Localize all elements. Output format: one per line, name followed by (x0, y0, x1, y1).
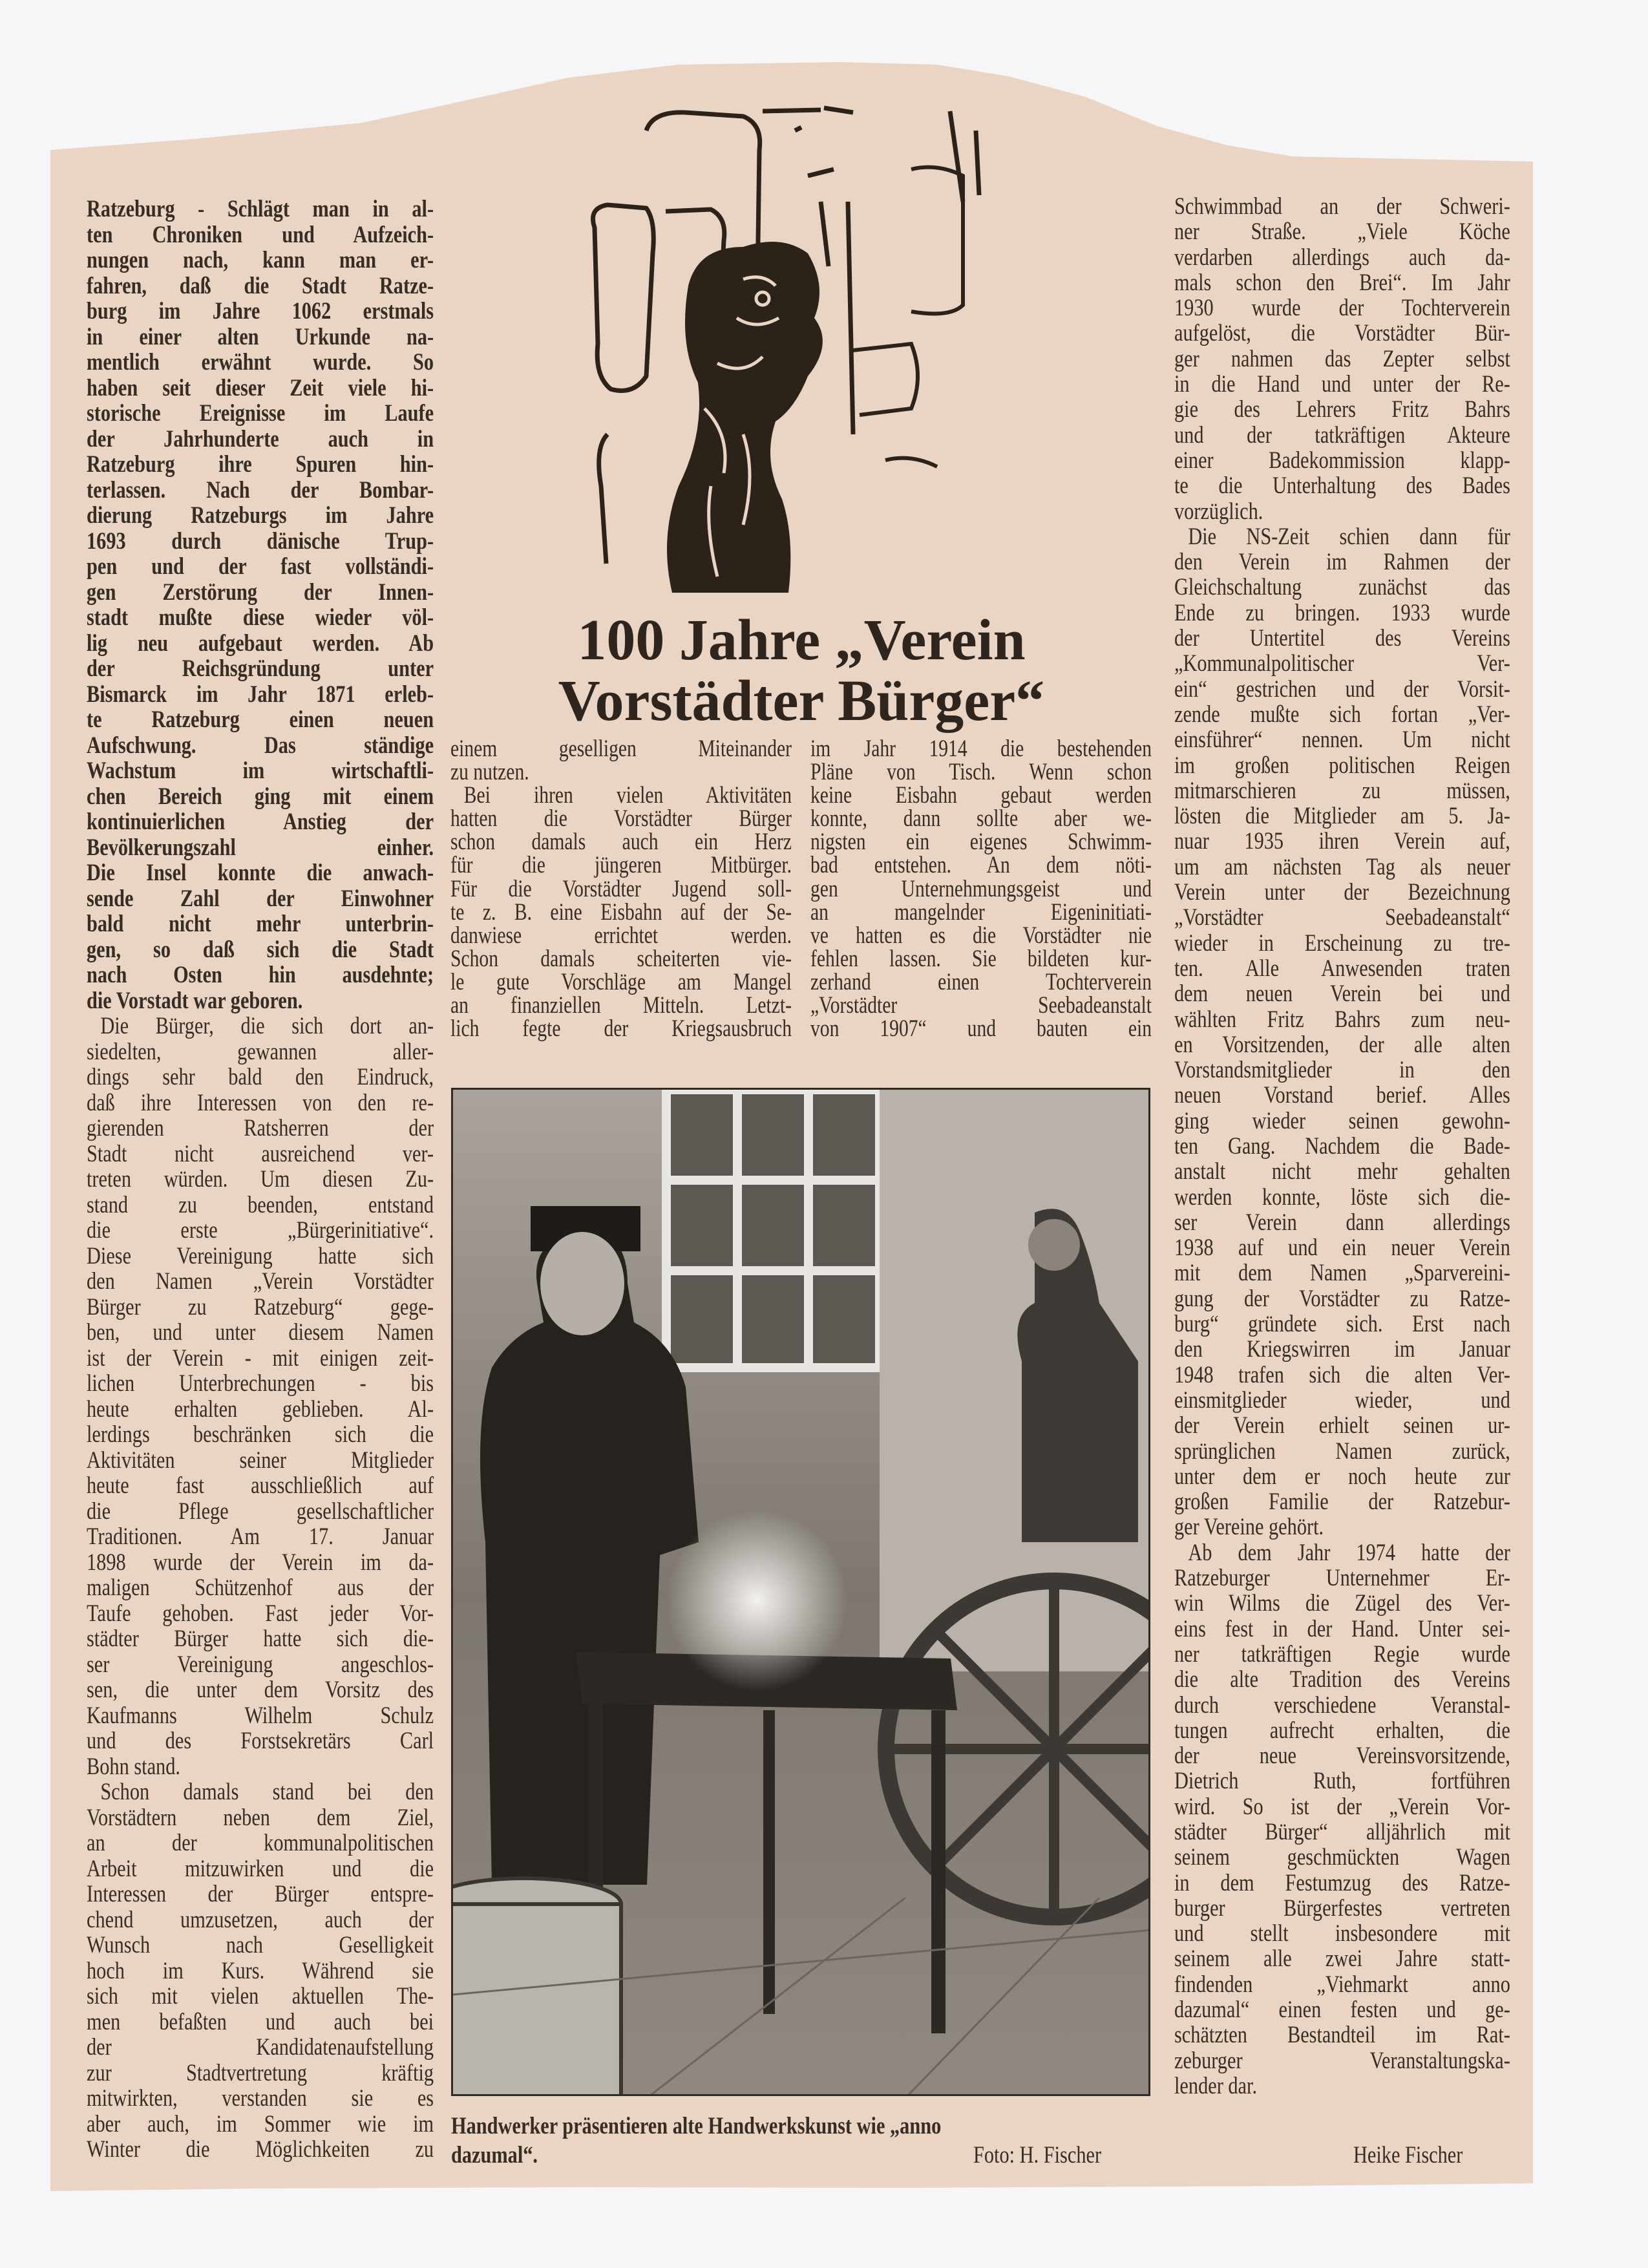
text-line: men befaßten und auch bei (87, 2008, 434, 2035)
paragraph (87, 1013, 434, 1779)
text-line: te z. B. eine Eisbahn auf der Se- (450, 898, 792, 926)
text-line: werden konnte, löste sich die- (1174, 1183, 1510, 1211)
text-line: ten. Alle Anwesenden traten (1174, 955, 1510, 982)
text-line: den Namen „Verein Vorstädter (87, 1268, 434, 1295)
text-line: te die Unterhaltung des Bades (1174, 472, 1510, 500)
photo-caption-text-2: dazumal“. (451, 2142, 538, 2168)
text-line: großen Familie der Ratzebur- (1174, 1489, 1510, 1516)
text-line: an finanziellen Mitteln. Letzt- (450, 992, 792, 1019)
text-line: die Vorstadt war geboren. (87, 987, 303, 1014)
figure-silhouette (667, 242, 823, 593)
text-line: die alte Tradition des Vereins (1174, 1666, 1510, 1693)
text-line: sich mit vielen aktuellen The- (87, 1983, 434, 2009)
text-line: heute erhalten geblieben. Al- (87, 1395, 434, 1423)
article-photo (451, 1088, 1150, 2096)
text-line: lösten die Mitglieder am 5. Ja- (1174, 803, 1510, 830)
text-line: in einer alten Urkunde na- (87, 323, 434, 350)
text-line: unter dem er noch heute zur (1174, 1463, 1510, 1490)
text-line: „Kommunalpolitischer Ver- (1174, 650, 1510, 677)
window (666, 1090, 880, 1368)
text-line: lerdings beschränken sich die (87, 1421, 434, 1448)
text-line: städter Bürger hatte sich die- (87, 1626, 434, 1652)
text-line: Wachstum im wirtschaftli- (87, 758, 434, 784)
text-line: maligen Schützenhof aus der (87, 1574, 434, 1601)
text-line: nuar 1935 ihren Verein auf, (1174, 828, 1510, 855)
text-line: Gleichschaltung zunächst das (1174, 574, 1510, 601)
text-line: daß ihre Interessen von den re- (87, 1089, 434, 1116)
text-line: Pläne von Tisch. Wenn schon (810, 759, 1152, 786)
text-line: der Verein erhielt seinen ur- (1174, 1412, 1510, 1439)
text-line: Verein unter der Bezeichnung (1174, 879, 1510, 906)
text-line: gen, so daß sich die Stadt (87, 936, 434, 963)
text-line: hoch im Kurs. Während sie (87, 1957, 434, 1984)
photo-credit-text: Foto: H. Fischer (973, 2142, 1102, 2168)
text-line: vorzüglich. (1174, 498, 1263, 525)
text-line: tungen aufrecht erhalten, die (1174, 1717, 1510, 1744)
text-line: ging wieder seinen gewohn- (1174, 1107, 1510, 1134)
text-line: dem neuen Verein bei und (1174, 980, 1510, 1008)
text-line: für die jüngeren Mitbürger. (450, 852, 792, 879)
headline-line-2: Vorstädter Bürger“ (558, 669, 1045, 733)
text-line: dings sehr bald den Eindruck, (87, 1064, 434, 1090)
text-line: haben seit dieser Zeit viele hi- (87, 374, 434, 401)
text-line: in dem Festumzug des Ratze- (1174, 1869, 1510, 1896)
text-line: wieder in Erscheinung zu tre- (1174, 929, 1510, 957)
article-column-4 (1174, 194, 1510, 2099)
text-line: 1898 wurde der Verein im da- (87, 1549, 434, 1576)
text-line: sende Zahl der Einwohner (87, 885, 434, 912)
text-line: ger nahmen das Zepter selbst (1174, 345, 1510, 372)
text-line: nigsten ein eigenes Schwimm- (810, 829, 1152, 856)
text-line: schätzten Bestandteil im Rat- (1174, 2022, 1510, 2049)
text-line: 1938 auf und ein neuer Verein (1174, 1235, 1510, 1262)
text-line: aufgelöst, die Vorstädter Bür- (1174, 320, 1510, 347)
text-line: bad entstehen. An dem nöti- (810, 852, 1152, 879)
text-line: ner tatkräftigen Regie wurde (1174, 1640, 1510, 1668)
text-line: 1930 wurde der Tochterverein (1174, 295, 1510, 322)
text-line: gung der Vorstädter zu Ratze- (1174, 1285, 1510, 1312)
text-line: Bürger zu Ratzeburg“ gege- (87, 1293, 434, 1320)
text-line: zur Stadtvertretung kräftig (87, 2059, 434, 2086)
text-line: zende mußte sich fortan „Ver- (1174, 701, 1510, 728)
photo-caption-line-1 (451, 2112, 1150, 2141)
paragraph (1174, 1540, 1510, 2099)
text-line: Ratzeburg ihre Spuren hin- (87, 451, 434, 478)
text-line: lichen Unterbrechungen - bis (87, 1370, 434, 1397)
text-line: ser Verein dann allerdings (1174, 1209, 1510, 1236)
text-line: anstalt nicht mehr gehalten (1174, 1158, 1510, 1185)
text-line: den Kriegswirren im Januar (1174, 1336, 1510, 1363)
text-line: Bohn stand. (87, 1753, 180, 1780)
text-line: chend umzusetzen, auch der (87, 1906, 434, 1933)
text-line: der neue Vereinsvorsitzende, (1174, 1743, 1510, 1770)
text-line: die Pflege gesellschaftlicher (87, 1498, 434, 1525)
text-line: Bevölkerungszahl einher. (87, 834, 434, 861)
text-line: Wunsch nach Geselligkeit (87, 1932, 434, 1958)
text-line: terlassen. Nach der Bombar- (87, 476, 434, 503)
paragraph (450, 737, 791, 784)
text-line: in die Hand und unter der Re- (1174, 371, 1510, 398)
text-line: im großen politischen Reigen (1174, 752, 1510, 779)
fire (666, 1510, 847, 1691)
text-line: chen Bereich ging mit einem (87, 783, 434, 810)
text-line: burg im Jahre 1062 erstmals (87, 298, 434, 324)
text-line: der Untertitel des Vereins (1174, 625, 1510, 652)
text-line: nungen nach, kann man er- (87, 247, 434, 273)
text-line: Traditionen. Am 17. Januar (87, 1523, 434, 1550)
text-line: danwiese errichtet werden. (450, 922, 792, 949)
text-line: Taufe gehoben. Fast jeder Vor- (87, 1600, 434, 1627)
text-line: an mangelnder Eigeninitiati- (810, 898, 1152, 926)
text-line: Bei ihren vielen Aktivitäten (463, 782, 792, 809)
text-line: Die Bürger, die sich dort an- (100, 1013, 434, 1039)
text-line: gen Zerstörung der Innen- (87, 578, 434, 606)
text-line: der Kandidatenaufstellung (87, 2034, 434, 2061)
text-line: keine Eisbahn gebaut werden (810, 782, 1152, 809)
byline-text: Heike Fischer (1353, 2142, 1463, 2168)
article-column-2 (450, 737, 791, 1041)
text-line: en Vorsitzenden, der alle alten (1174, 1031, 1510, 1058)
text-line: Ende zu bringen. 1933 wurde (1174, 599, 1510, 626)
text-line: sprünglichen Namen zurück, (1174, 1437, 1510, 1465)
text-line: 1948 trafen sich die alten Ver- (1174, 1361, 1510, 1388)
text-line: Ab dem Jahr 1974 hatte der (1188, 1539, 1510, 1566)
text-line: Ratzeburger Unternehmer Er- (1174, 1565, 1510, 1592)
text-line: ten Chroniken und Aufzeich- (87, 221, 434, 248)
article-column-1 (87, 196, 434, 2163)
text-line: mit dem Namen „Sparvereini- (1174, 1260, 1510, 1287)
article-column-3 (810, 737, 1151, 1041)
text-line: Für die Vorstädter Jugend soll- (450, 875, 792, 902)
headline-line-1: 100 Jahre „Verein (577, 608, 1026, 672)
text-line: nach Osten hin ausdehnte; (87, 962, 434, 988)
text-line: Aktivitäten seiner Mitglieder (87, 1447, 434, 1474)
text-line: Stadt nicht ausreichend ver- (87, 1140, 434, 1167)
text-line: und der tatkräftigen Akteure (1174, 421, 1510, 449)
text-line: seinem geschmückten Wagen (1174, 1844, 1510, 1871)
text-line: pen und der fast vollständi- (87, 553, 434, 580)
text-line: findenden „Viehmarkt anno (1174, 1971, 1510, 1998)
text-line: fehlen lassen. Sie bildeten kur- (810, 945, 1152, 972)
text-line: an der kommunalpolitischen (87, 1830, 434, 1856)
text-line: lich fegte der Kriegsausbruch (450, 1015, 792, 1043)
text-line: der Reichsgründung unter (87, 655, 434, 682)
text-line: Interessen der Bürger entspre- (87, 1881, 434, 1907)
text-line: Vorstädtern neben dem Ziel, (87, 1804, 434, 1831)
text-line: „Vorstädter Seebadeanstalt (810, 992, 1152, 1019)
text-line: im Jahr 1914 die bestehenden (810, 736, 1152, 762)
paragraph (1174, 524, 1510, 1540)
text-line: fahren, daß die Stadt Ratze- (87, 272, 434, 299)
text-line: gen Unternehmungsgeist und (810, 875, 1152, 902)
text-line: stand zu beenden, entstand (87, 1191, 434, 1218)
text-line: Kaufmanns Wilhelm Schulz (87, 1702, 434, 1729)
text-line: heute fast ausschließlich auf (87, 1472, 434, 1499)
paragraph (450, 784, 791, 1041)
text-line: bald nicht mehr unterbrin- (87, 911, 434, 937)
text-line: Winter die Möglichkeiten zu (87, 2136, 434, 2163)
text-line: „Vorstädter Seebadeanstalt“ (1174, 904, 1510, 931)
text-line: siedelten, gewannen aller- (87, 1038, 434, 1065)
text-line: zu nutzen. (450, 759, 529, 786)
text-line: mentlich erwähnt wurde. So (87, 349, 434, 376)
forge-photo-image (453, 1090, 1150, 2096)
text-line: zeburger Veranstaltungska- (1174, 2047, 1510, 2074)
sketch-illustration (549, 72, 1060, 593)
text-line: ist der Verein - mit einigen zeit- (87, 1344, 434, 1372)
text-line: dierung Ratzeburgs im Jahre (87, 502, 434, 529)
text-line: ben, und unter diesem Namen (87, 1319, 434, 1346)
text-line: Ratzeburg - Schlägt man in al- (87, 196, 434, 222)
text-line: wählten Fritz Bahrs zum neu- (1174, 1006, 1510, 1033)
text-line: lender dar. (1174, 2072, 1258, 2099)
text-line: Die NS-Zeit schien dann für (1188, 523, 1510, 550)
text-line: von 1907“ und bauten ein (810, 1015, 1152, 1043)
text-line: mals schon den Brei“. Im Jahr (1174, 269, 1510, 296)
text-line: Schwimmbad an der Schweri- (1174, 193, 1510, 220)
text-line: te Ratzeburg einen neuen (87, 706, 434, 733)
text-line: Aufschwung. Das ständige (87, 732, 434, 759)
text-line: win Wilms die Zügel des Ver- (1174, 1590, 1510, 1617)
text-line: ten Gang. Nachdem die Bade- (1174, 1132, 1510, 1160)
text-line: den Verein im Rahmen der (1174, 549, 1510, 576)
text-line: Diese Vereinigung hatte sich (87, 1242, 434, 1269)
text-line: seinem alle zwei Jahre statt- (1174, 1945, 1510, 1973)
text-line: treten würden. Um diesen Zu- (87, 1166, 434, 1192)
text-line: einsmitglieder wieder, und (1174, 1386, 1510, 1414)
text-line: einer Badekommission klapp- (1174, 447, 1510, 474)
text-line: ser Vereinigung angeschlos- (87, 1651, 434, 1678)
text-line: sen, die unter dem Vorsitz des (87, 1677, 434, 1703)
byline (1353, 2141, 1487, 2170)
text-line: einem geselligen Miteinander (450, 736, 792, 762)
text-line: zerhand einen Tochterverein (810, 968, 1152, 995)
text-line: 1693 durch dänische Trup- (87, 527, 434, 555)
text-line: konnte, dann sollte aber we- (810, 805, 1152, 832)
text-line: Die Insel konnte die anwach- (87, 860, 434, 886)
text-line: mitmarschieren zu müssen, (1174, 777, 1510, 804)
text-line: storische Ereignisse im Laufe (87, 400, 434, 427)
paragraph (87, 1779, 434, 2163)
text-line: aber auch, im Sommer wie im (87, 2110, 434, 2137)
text-line: durch verschiedene Veranstal- (1174, 1691, 1510, 1719)
text-line: Dietrich Ruth, fortführen (1174, 1768, 1510, 1795)
text-line: gie des Lehrers Fritz Bahrs (1174, 396, 1510, 423)
text-line: der Jahrhunderte auch in (87, 425, 434, 452)
text-line: ger Vereine gehört. (1174, 1514, 1324, 1541)
text-line: burg“ gründete sich. Erst nach (1174, 1311, 1510, 1338)
text-line: dazumal“ einen festen und ge- (1174, 1997, 1510, 2024)
text-line: Vorstandsmitglieder in den (1174, 1057, 1510, 1084)
text-line: einsführer“ nennen. Um nicht (1174, 726, 1510, 754)
text-line: ve hatten es die Vorstädter nie (810, 922, 1152, 949)
text-line: und des Forstsekretärs Carl (87, 1728, 434, 1754)
text-line: burger Bürgerfestes vertreten (1174, 1894, 1510, 1922)
text-line: mitwirkten, verstanden sie es (87, 2085, 434, 2112)
text-line: und stellt insbesondere mit (1174, 1920, 1510, 1947)
text-line: gierenden Ratsherren der (87, 1115, 434, 1141)
paragraph (810, 737, 1151, 1041)
paragraph (87, 196, 434, 1013)
photo-caption-text-1: Handwerker präsentieren alte Handwerkskunst wie „anno (451, 2113, 942, 2139)
photo-credit (973, 2141, 1130, 2170)
text-line: ein“ gestrichen und der Vorsit- (1174, 675, 1510, 703)
text-line: die erste „Bürgerinitiative“. (87, 1217, 434, 1244)
text-line: lig neu aufgebaut werden. Ab (87, 630, 434, 657)
text-line: städter Bürger“ alljährlich mit (1174, 1819, 1510, 1845)
text-line: ner Straße. „Viele Köche (1174, 218, 1510, 246)
text-line: le gute Vorschläge am Mangel (450, 968, 792, 995)
text-line: wird. So ist der „Verein Vor- (1174, 1793, 1510, 1820)
text-line: kontinuierlichen Anstieg der (87, 809, 434, 835)
text-line: schon damals auch ein Herz (450, 829, 792, 856)
text-line: Bismarck im Jahr 1871 erleb- (87, 681, 434, 708)
text-line: Schon damals scheiterten vie- (450, 945, 792, 972)
text-line: Schon damals stand bei den (100, 1779, 434, 1805)
text-line: verdarben allerdings auch da- (1174, 244, 1510, 271)
paragraph (1174, 194, 1510, 524)
text-line: eins fest in der Hand. Unter sei- (1174, 1615, 1510, 1642)
text-line: Arbeit mitzuwirken und die (87, 1855, 434, 1882)
text-line: hatten die Vorstädter Bürger (450, 805, 792, 832)
text-line: stadt mußte diese wieder völ- (87, 604, 434, 631)
text-line: neuen Vorstand berief. Alles (1174, 1082, 1510, 1109)
text-line: um am nächsten Tag als neuer (1174, 853, 1510, 880)
